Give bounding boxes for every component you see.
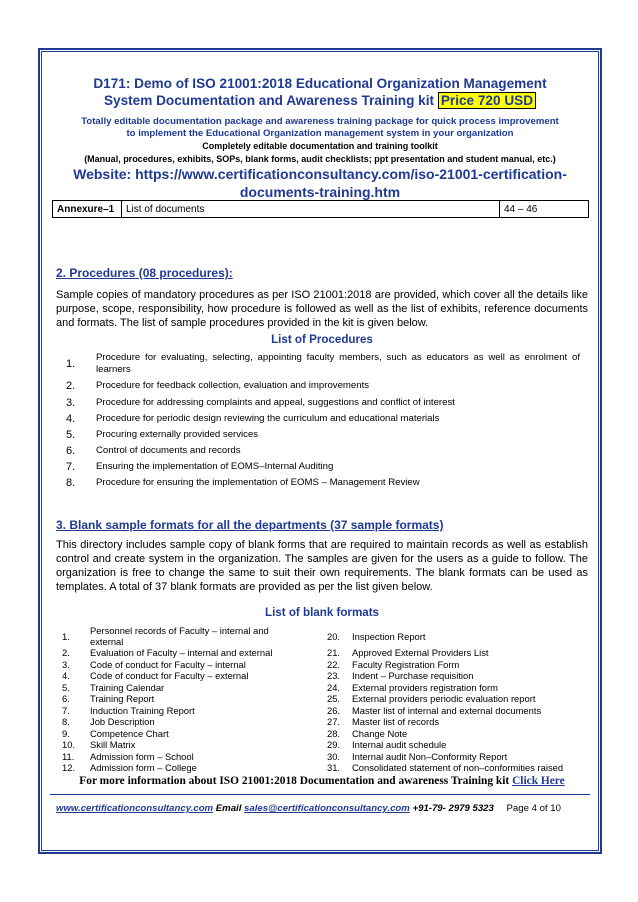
procedure-number: 4. bbox=[66, 413, 76, 425]
annexure-pages: 44 – 46 bbox=[500, 201, 589, 218]
format-number: 1. bbox=[62, 631, 70, 642]
format-number: 25. bbox=[327, 693, 341, 704]
formats-paragraph: This directory includes sample copy of blank forms that are required to maintain records as well as establish control and create system in the organization. The samples are given for the users as a guide to follow. The organization is free to change the same to suit their own requirements. The blank formats can be used as templates. A total of 37 blank formats are provided as per the list given below. bbox=[56, 539, 588, 593]
subtitle-line-1: Totally editable documentation package and awareness training package for quick process improvement bbox=[81, 116, 559, 127]
annexure-label: Annexure–1 bbox=[53, 201, 122, 218]
format-item: Approved External Providers List bbox=[352, 647, 489, 658]
footer-info bbox=[56, 775, 588, 787]
procedure-number: 7. bbox=[66, 461, 76, 473]
format-number: 24. bbox=[327, 681, 341, 693]
footer-page-number: Page 4 of 10 bbox=[506, 803, 561, 814]
procedure-number: 5. bbox=[66, 429, 76, 441]
title-line-1: D171: Demo of ISO 21001:2018 Educational Organization Management bbox=[93, 76, 547, 91]
formats-heading: 3. Blank sample formats for all the departments (37 sample formats) bbox=[56, 518, 444, 532]
procedure-number: 3. bbox=[66, 397, 76, 409]
format-number: 9. bbox=[62, 727, 70, 739]
procedure-item: Control of documents and records bbox=[96, 445, 241, 456]
footer-info-text: For more information about ISO 21001:2018 Documentation and awareness Training kit bbox=[79, 775, 510, 787]
format-number: 22. bbox=[327, 658, 341, 670]
website-line-1[interactable]: Website: https://www.certificationconsultancy.com/iso-21001-certification- bbox=[73, 166, 567, 182]
format-item: Competence Chart bbox=[90, 727, 169, 739]
procedures-heading: 2. Procedures (08 procedures): bbox=[56, 266, 233, 280]
annexure-name: List of documents bbox=[122, 201, 500, 218]
footer-divider bbox=[50, 794, 590, 795]
format-item: External providers periodic evaluation report bbox=[352, 693, 536, 704]
format-item: Consolidated statement of non–conformities raised bbox=[352, 762, 564, 773]
format-item: Code of conduct for Faculty – external bbox=[90, 670, 249, 681]
format-number: 2. bbox=[62, 647, 70, 658]
format-item: Training Report bbox=[90, 693, 155, 704]
format-number: 23. bbox=[327, 670, 341, 681]
format-item: Indent – Purchase requisition bbox=[352, 670, 474, 681]
format-number: 6. bbox=[62, 693, 70, 704]
format-number: 4. bbox=[62, 670, 70, 681]
format-item: Training Calendar bbox=[90, 681, 165, 693]
format-number: 30. bbox=[327, 750, 341, 762]
annexure-row bbox=[53, 201, 589, 218]
format-item: Master list of records bbox=[352, 716, 440, 727]
format-number: 11. bbox=[62, 750, 75, 762]
format-item: Internal audit Non–Conformity Report bbox=[352, 750, 508, 762]
document-title bbox=[48, 75, 592, 109]
procedure-item: Procedure for feedback collection, evaluation and improvements bbox=[96, 380, 370, 391]
procedure-item: Ensuring the implementation of EOMS–Internal Auditing bbox=[96, 461, 334, 472]
footer-phone: +91-79- 2979 5323 bbox=[412, 803, 494, 814]
format-number: 28. bbox=[327, 727, 341, 739]
format-number: 7. bbox=[62, 704, 70, 716]
subtitle-line-4: (Manual, procedures, exhibits, SOPs, blank forms, audit checklists; ppt presentation and student manual, etc.) bbox=[84, 154, 556, 164]
footer-email-label: Email bbox=[215, 803, 242, 814]
procedure-item: Procedure for ensuring the implementation of EOMS – Management Review bbox=[96, 477, 420, 488]
title-line-2 bbox=[48, 92, 592, 109]
format-item: Master list of internal and external documents bbox=[352, 704, 542, 716]
format-number: 26. bbox=[327, 704, 341, 716]
procedure-item: Procuring externally provided services bbox=[96, 429, 259, 440]
subtitle-line-2: to implement the Educational Organization management system in your organization bbox=[126, 128, 514, 139]
procedure-number: 6. bbox=[66, 445, 76, 457]
procedures-list-title: List of Procedures bbox=[271, 333, 373, 346]
procedures-paragraph: Sample copies of mandatory procedures as per ISO 21001:2018 are provided, which cover all the details like purpose, scope, responsibility, how procedure is followed as well as the list of exhibits, reference documents and formats. The list of sample procedures provided in the kit is given below. bbox=[56, 289, 588, 329]
procedure-number: 1. bbox=[66, 358, 76, 370]
click-here-link[interactable]: Click Here bbox=[512, 775, 565, 787]
website-heading[interactable] bbox=[50, 165, 590, 201]
footer-website-link[interactable]: www.certificationconsultancy.com bbox=[56, 803, 214, 814]
format-item: Personnel records of Faculty – internal and external bbox=[90, 625, 269, 647]
format-number: 3. bbox=[62, 658, 70, 670]
annexure-table bbox=[52, 200, 589, 218]
footer-contact bbox=[56, 803, 588, 814]
format-item: Inspection Report bbox=[352, 631, 426, 642]
format-item: Code of conduct for Faculty – internal bbox=[90, 658, 246, 670]
format-number: 27. bbox=[327, 716, 341, 727]
format-item: Job Description bbox=[90, 716, 155, 727]
format-item: Internal audit schedule bbox=[352, 739, 447, 750]
website-line-2[interactable]: documents-training.htm bbox=[239, 184, 401, 200]
procedure-item: Procedure for periodic design reviewing the curriculum and educational materials bbox=[96, 413, 440, 424]
format-item: Skill Matrix bbox=[90, 739, 136, 750]
formats-list-title: List of blank formats bbox=[264, 606, 380, 619]
format-number: 31. bbox=[327, 762, 341, 773]
procedure-number: 2. bbox=[66, 380, 76, 392]
format-number: 21. bbox=[327, 647, 341, 658]
format-item: Change Note bbox=[352, 727, 408, 739]
procedure-item: Procedure for evaluating, selecting, appointing faculty members, such as educators as well as enrolment of learners bbox=[96, 352, 580, 375]
format-number: 29. bbox=[327, 739, 341, 750]
footer-email-link[interactable]: sales@certificationconsultancy.com bbox=[244, 803, 410, 814]
format-item: Faculty Registration Form bbox=[352, 658, 460, 670]
format-number: 10. bbox=[62, 739, 76, 750]
format-item: Admission form – College bbox=[90, 762, 197, 773]
format-number: 5. bbox=[62, 681, 70, 693]
subtitle-line-3: Completely editable documentation and training toolkit bbox=[202, 141, 438, 151]
format-item: Induction Training Report bbox=[90, 704, 195, 716]
price-badge: Price 720 USD bbox=[438, 92, 536, 109]
procedure-item: Procedure for addressing complaints and appeal, suggestions and conflict of interest bbox=[96, 397, 455, 408]
format-item: External providers registration form bbox=[352, 681, 498, 693]
procedure-number: 8. bbox=[66, 477, 76, 489]
format-number: 20. bbox=[327, 631, 341, 642]
title-line-2-text: System Documentation and Awareness Training kit bbox=[103, 93, 435, 108]
format-number: 12. bbox=[62, 762, 76, 773]
format-item: Evaluation of Faculty – internal and external bbox=[90, 647, 273, 658]
format-number: 8. bbox=[62, 716, 70, 727]
format-item: Admission form – School bbox=[90, 750, 194, 762]
